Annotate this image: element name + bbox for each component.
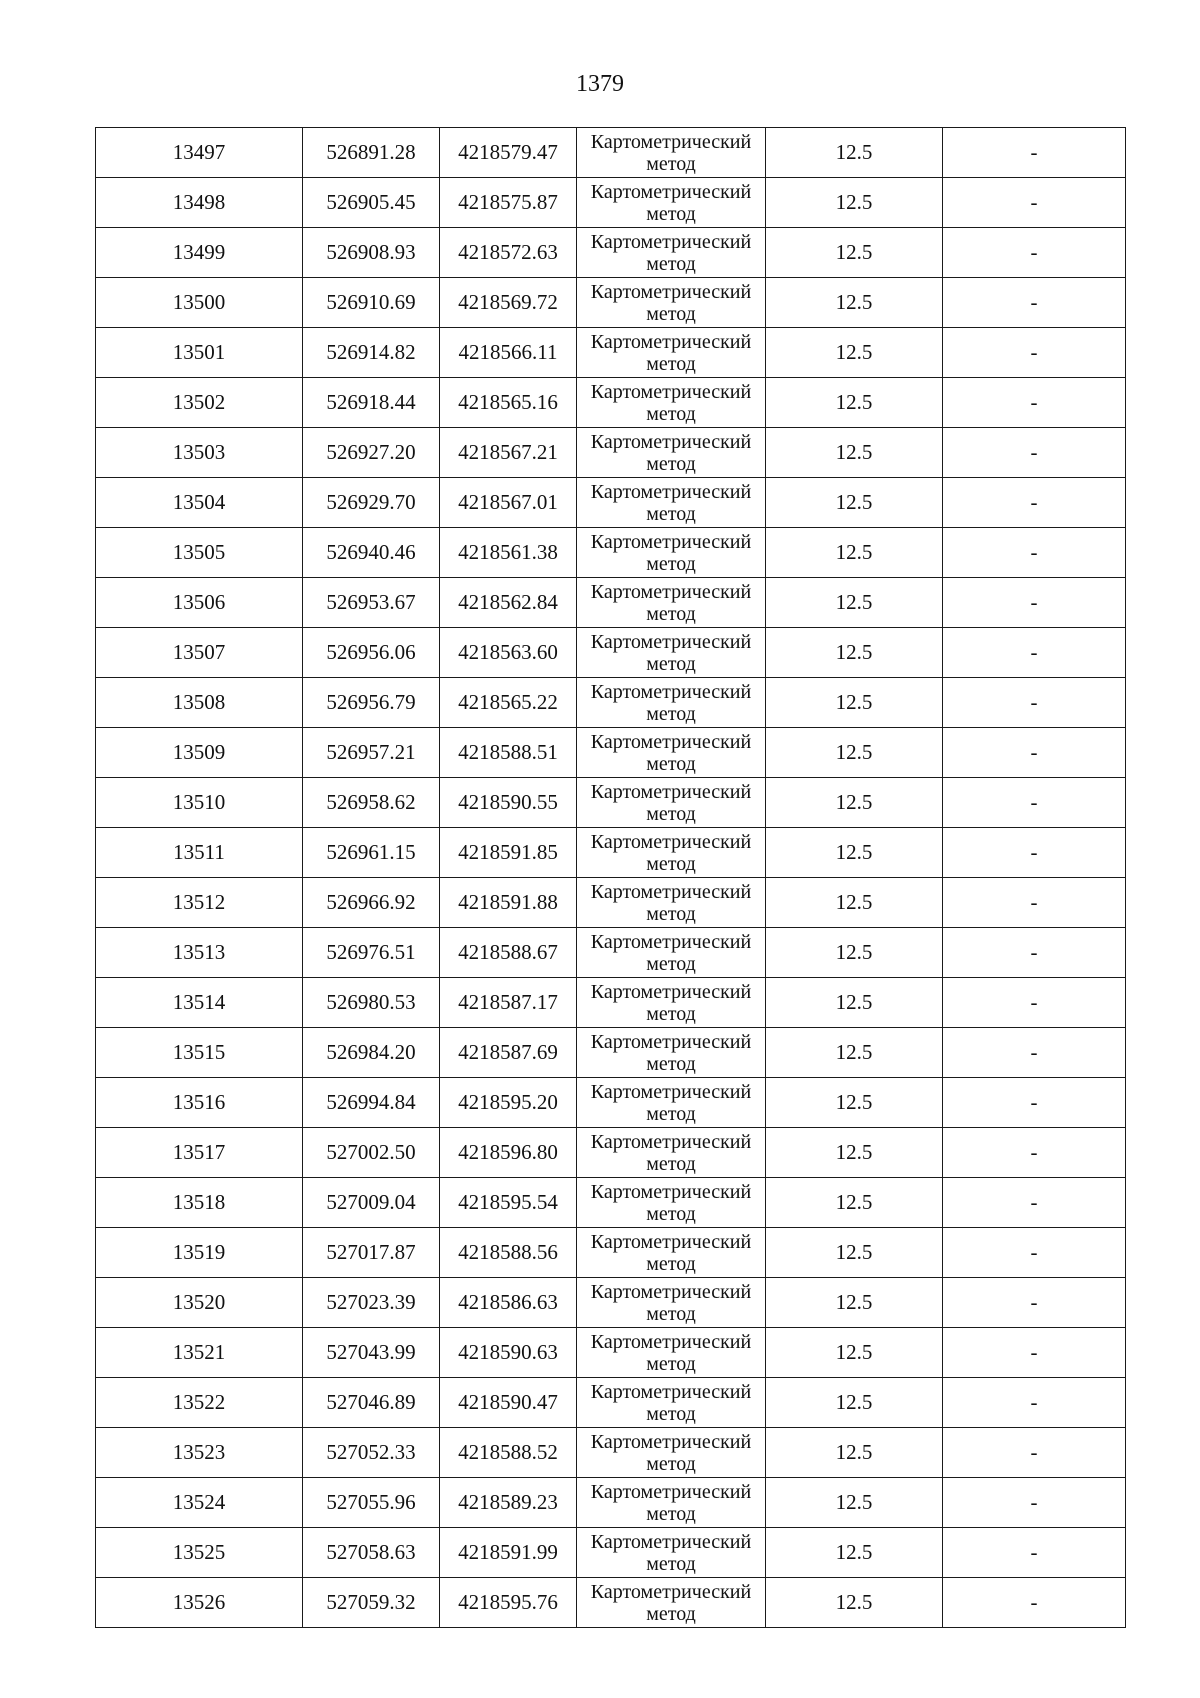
x-coordinate-cell: 526910.69	[303, 278, 440, 328]
note-cell: -	[943, 578, 1126, 628]
method-text-line2: метод	[646, 1452, 696, 1475]
method-cell	[577, 628, 766, 678]
method-text-line1: Картометрический	[590, 1280, 752, 1303]
point-id-cell: 13499	[96, 228, 303, 278]
y-coordinate-cell: 4218587.17	[440, 978, 577, 1028]
method-text-line2: метод	[646, 152, 696, 175]
method-cell	[577, 728, 766, 778]
table-row	[96, 178, 1126, 228]
note-cell: -	[943, 228, 1126, 278]
point-id-cell: 13518	[96, 1178, 303, 1228]
point-id-cell: 13509	[96, 728, 303, 778]
method-text-line1: Картометрический	[590, 1180, 752, 1203]
point-id-cell: 13508	[96, 678, 303, 728]
method-cell	[577, 278, 766, 328]
method-text-line2: метод	[646, 752, 696, 775]
note-cell: -	[943, 178, 1126, 228]
y-coordinate-cell: 4218595.20	[440, 1078, 577, 1128]
table-row	[96, 128, 1126, 178]
table-row	[96, 328, 1126, 378]
note-cell: -	[943, 978, 1126, 1028]
note-cell: -	[943, 1528, 1126, 1578]
method-cell	[577, 428, 766, 478]
x-coordinate-cell: 527043.99	[303, 1328, 440, 1378]
method-cell	[577, 1378, 766, 1428]
x-coordinate-cell: 527059.32	[303, 1578, 440, 1628]
method-text-line1: Картометрический	[590, 1530, 752, 1553]
note-cell: -	[943, 328, 1126, 378]
point-id-cell: 13510	[96, 778, 303, 828]
y-coordinate-cell: 4218561.38	[440, 528, 577, 578]
table-row	[96, 978, 1126, 1028]
method-text-line2: метод	[646, 302, 696, 325]
precision-cell: 12.5	[766, 1278, 943, 1328]
precision-cell: 12.5	[766, 1378, 943, 1428]
precision-cell: 12.5	[766, 778, 943, 828]
method-text-line2: метод	[646, 402, 696, 425]
method-cell	[577, 1428, 766, 1478]
method-text-line2: метод	[646, 1152, 696, 1175]
table-row	[96, 1578, 1126, 1628]
note-cell: -	[943, 1228, 1126, 1278]
table-row	[96, 1478, 1126, 1528]
note-cell: -	[943, 528, 1126, 578]
x-coordinate-cell: 526957.21	[303, 728, 440, 778]
table-row	[96, 728, 1126, 778]
y-coordinate-cell: 4218595.54	[440, 1178, 577, 1228]
precision-cell: 12.5	[766, 178, 943, 228]
method-text-line1: Картометрический	[590, 230, 752, 253]
precision-cell: 12.5	[766, 1078, 943, 1128]
method-text-line2: метод	[646, 502, 696, 525]
method-text-line1: Картометрический	[590, 780, 752, 803]
precision-cell: 12.5	[766, 978, 943, 1028]
point-id-cell: 13512	[96, 878, 303, 928]
x-coordinate-cell: 526918.44	[303, 378, 440, 428]
y-coordinate-cell: 4218588.56	[440, 1228, 577, 1278]
method-text-line1: Картометрический	[590, 430, 752, 453]
point-id-cell: 13511	[96, 828, 303, 878]
y-coordinate-cell: 4218579.47	[440, 128, 577, 178]
note-cell: -	[943, 478, 1126, 528]
y-coordinate-cell: 4218569.72	[440, 278, 577, 328]
method-text-line2: метод	[646, 1102, 696, 1125]
point-id-cell: 13504	[96, 478, 303, 528]
point-id-cell: 13502	[96, 378, 303, 428]
note-cell: -	[943, 1278, 1126, 1328]
point-id-cell: 13524	[96, 1478, 303, 1528]
x-coordinate-cell: 526956.79	[303, 678, 440, 728]
method-cell	[577, 1528, 766, 1578]
y-coordinate-cell: 4218591.85	[440, 828, 577, 878]
point-id-cell: 13506	[96, 578, 303, 628]
method-cell	[577, 1328, 766, 1378]
y-coordinate-cell: 4218586.63	[440, 1278, 577, 1328]
x-coordinate-cell: 527002.50	[303, 1128, 440, 1178]
method-text-line2: метод	[646, 202, 696, 225]
precision-cell: 12.5	[766, 828, 943, 878]
note-cell: -	[943, 728, 1126, 778]
x-coordinate-cell: 526927.20	[303, 428, 440, 478]
precision-cell: 12.5	[766, 1428, 943, 1478]
note-cell: -	[943, 1428, 1126, 1478]
y-coordinate-cell: 4218590.63	[440, 1328, 577, 1378]
note-cell: -	[943, 128, 1126, 178]
method-text-line2: метод	[646, 902, 696, 925]
table-row	[96, 228, 1126, 278]
precision-cell: 12.5	[766, 278, 943, 328]
method-text-line2: метод	[646, 352, 696, 375]
y-coordinate-cell: 4218591.88	[440, 878, 577, 928]
method-cell	[577, 1128, 766, 1178]
method-text-line1: Картометрический	[590, 630, 752, 653]
point-id-cell: 13507	[96, 628, 303, 678]
note-cell: -	[943, 778, 1126, 828]
note-cell: -	[943, 1178, 1126, 1228]
point-id-cell: 13519	[96, 1228, 303, 1278]
table-row	[96, 278, 1126, 328]
x-coordinate-cell: 527023.39	[303, 1278, 440, 1328]
method-text-line1: Картометрический	[590, 330, 752, 353]
table-row	[96, 878, 1126, 928]
method-cell	[577, 1578, 766, 1628]
y-coordinate-cell: 4218566.11	[440, 328, 577, 378]
method-text-line1: Картометрический	[590, 1130, 752, 1153]
y-coordinate-cell: 4218572.63	[440, 228, 577, 278]
precision-cell: 12.5	[766, 528, 943, 578]
x-coordinate-cell: 526940.46	[303, 528, 440, 578]
note-cell: -	[943, 378, 1126, 428]
method-cell	[577, 828, 766, 878]
table-row	[96, 378, 1126, 428]
table-row	[96, 1528, 1126, 1578]
method-cell	[577, 1178, 766, 1228]
x-coordinate-cell: 527046.89	[303, 1378, 440, 1428]
x-coordinate-cell: 526958.62	[303, 778, 440, 828]
point-id-cell: 13522	[96, 1378, 303, 1428]
y-coordinate-cell: 4218591.99	[440, 1528, 577, 1578]
method-text-line1: Картометрический	[590, 1580, 752, 1603]
precision-cell: 12.5	[766, 128, 943, 178]
table-row	[96, 1428, 1126, 1478]
precision-cell: 12.5	[766, 1028, 943, 1078]
point-id-cell: 13500	[96, 278, 303, 328]
x-coordinate-cell: 527055.96	[303, 1478, 440, 1528]
method-text-line2: метод	[646, 1552, 696, 1575]
method-text-line2: метод	[646, 1052, 696, 1075]
note-cell: -	[943, 928, 1126, 978]
method-text-line2: метод	[646, 952, 696, 975]
x-coordinate-cell: 526966.92	[303, 878, 440, 928]
table-row	[96, 678, 1126, 728]
method-cell	[577, 1278, 766, 1328]
precision-cell: 12.5	[766, 378, 943, 428]
y-coordinate-cell: 4218565.22	[440, 678, 577, 728]
table-row	[96, 478, 1126, 528]
method-text-line2: метод	[646, 1302, 696, 1325]
precision-cell: 12.5	[766, 1528, 943, 1578]
precision-cell: 12.5	[766, 728, 943, 778]
method-text-line1: Картометрический	[590, 680, 752, 703]
x-coordinate-cell: 526891.28	[303, 128, 440, 178]
precision-cell: 12.5	[766, 428, 943, 478]
method-cell	[577, 378, 766, 428]
x-coordinate-cell: 527058.63	[303, 1528, 440, 1578]
point-id-cell: 13526	[96, 1578, 303, 1628]
method-text-line1: Картометрический	[590, 930, 752, 953]
method-cell	[577, 1028, 766, 1078]
point-id-cell: 13523	[96, 1428, 303, 1478]
note-cell: -	[943, 1478, 1126, 1528]
x-coordinate-cell: 526984.20	[303, 1028, 440, 1078]
precision-cell: 12.5	[766, 628, 943, 678]
point-id-cell: 13498	[96, 178, 303, 228]
x-coordinate-cell: 526956.06	[303, 628, 440, 678]
method-cell	[577, 928, 766, 978]
table-row	[96, 1228, 1126, 1278]
point-id-cell: 13525	[96, 1528, 303, 1578]
y-coordinate-cell: 4218567.01	[440, 478, 577, 528]
point-id-cell: 13513	[96, 928, 303, 978]
precision-cell: 12.5	[766, 1578, 943, 1628]
method-text-line2: метод	[646, 602, 696, 625]
point-id-cell: 13521	[96, 1328, 303, 1378]
table-row	[96, 1078, 1126, 1128]
method-text-line1: Картометрический	[590, 580, 752, 603]
y-coordinate-cell: 4218590.55	[440, 778, 577, 828]
precision-cell: 12.5	[766, 1128, 943, 1178]
method-text-line1: Картометрический	[590, 530, 752, 553]
x-coordinate-cell: 526908.93	[303, 228, 440, 278]
note-cell: -	[943, 1128, 1126, 1178]
method-text-line1: Картометрический	[590, 180, 752, 203]
method-cell	[577, 478, 766, 528]
method-text-line1: Картометрический	[590, 830, 752, 853]
table-row	[96, 1378, 1126, 1428]
table-row	[96, 428, 1126, 478]
y-coordinate-cell: 4218595.76	[440, 1578, 577, 1628]
method-text-line1: Картометрический	[590, 130, 752, 153]
precision-cell: 12.5	[766, 928, 943, 978]
x-coordinate-cell: 526914.82	[303, 328, 440, 378]
point-id-cell: 13501	[96, 328, 303, 378]
method-text-line1: Картометрический	[590, 1230, 752, 1253]
note-cell: -	[943, 678, 1126, 728]
point-id-cell: 13505	[96, 528, 303, 578]
method-text-line2: метод	[646, 1602, 696, 1625]
method-cell	[577, 328, 766, 378]
x-coordinate-cell: 527017.87	[303, 1228, 440, 1278]
method-text-line1: Картометрический	[590, 480, 752, 503]
note-cell: -	[943, 1078, 1126, 1128]
note-cell: -	[943, 1378, 1126, 1428]
precision-cell: 12.5	[766, 878, 943, 928]
x-coordinate-cell: 526905.45	[303, 178, 440, 228]
method-cell	[577, 528, 766, 578]
method-text-line1: Картометрический	[590, 1080, 752, 1103]
method-text-line1: Картометрический	[590, 1330, 752, 1353]
precision-cell: 12.5	[766, 1328, 943, 1378]
note-cell: -	[943, 878, 1126, 928]
method-text-line1: Картометрический	[590, 1030, 752, 1053]
method-text-line1: Картометрический	[590, 1380, 752, 1403]
method-text-line2: метод	[646, 452, 696, 475]
method-text-line2: метод	[646, 802, 696, 825]
y-coordinate-cell: 4218567.21	[440, 428, 577, 478]
method-text-line2: метод	[646, 552, 696, 575]
note-cell: -	[943, 1028, 1126, 1078]
method-text-line2: метод	[646, 1502, 696, 1525]
method-text-line2: метод	[646, 1202, 696, 1225]
table-row	[96, 828, 1126, 878]
precision-cell: 12.5	[766, 328, 943, 378]
y-coordinate-cell: 4218588.67	[440, 928, 577, 978]
y-coordinate-cell: 4218562.84	[440, 578, 577, 628]
precision-cell: 12.5	[766, 228, 943, 278]
method-cell	[577, 678, 766, 728]
note-cell: -	[943, 828, 1126, 878]
table-row	[96, 528, 1126, 578]
method-text-line1: Картометрический	[590, 380, 752, 403]
method-text-line2: метод	[646, 1002, 696, 1025]
precision-cell: 12.5	[766, 1178, 943, 1228]
point-id-cell: 13514	[96, 978, 303, 1028]
y-coordinate-cell: 4218590.47	[440, 1378, 577, 1428]
x-coordinate-cell: 526980.53	[303, 978, 440, 1028]
table-row	[96, 1028, 1126, 1078]
y-coordinate-cell: 4218588.51	[440, 728, 577, 778]
method-text-line1: Картометрический	[590, 1430, 752, 1453]
point-id-cell: 13520	[96, 1278, 303, 1328]
method-cell	[577, 578, 766, 628]
method-text-line1: Картометрический	[590, 730, 752, 753]
y-coordinate-cell: 4218565.16	[440, 378, 577, 428]
method-text-line2: метод	[646, 1352, 696, 1375]
method-text-line2: метод	[646, 652, 696, 675]
table-row	[96, 1278, 1126, 1328]
x-coordinate-cell: 526961.15	[303, 828, 440, 878]
method-text-line2: метод	[646, 852, 696, 875]
method-cell	[577, 978, 766, 1028]
precision-cell: 12.5	[766, 1228, 943, 1278]
note-cell: -	[943, 1328, 1126, 1378]
precision-cell: 12.5	[766, 678, 943, 728]
point-id-cell: 13503	[96, 428, 303, 478]
method-cell	[577, 128, 766, 178]
x-coordinate-cell: 526976.51	[303, 928, 440, 978]
y-coordinate-cell: 4218589.23	[440, 1478, 577, 1528]
x-coordinate-cell: 526994.84	[303, 1078, 440, 1128]
method-text-line2: метод	[646, 702, 696, 725]
note-cell: -	[943, 1578, 1126, 1628]
table-row	[96, 1328, 1126, 1378]
method-cell	[577, 1078, 766, 1128]
point-id-cell: 13515	[96, 1028, 303, 1078]
method-cell	[577, 878, 766, 928]
note-cell: -	[943, 428, 1126, 478]
table-row	[96, 1178, 1126, 1228]
method-text-line1: Картометрический	[590, 1480, 752, 1503]
note-cell: -	[943, 278, 1126, 328]
table-row	[96, 1128, 1126, 1178]
method-text-line2: метод	[646, 1252, 696, 1275]
x-coordinate-cell: 526953.67	[303, 578, 440, 628]
method-text-line1: Картометрический	[590, 280, 752, 303]
precision-cell: 12.5	[766, 578, 943, 628]
method-text-line1: Картометрический	[590, 980, 752, 1003]
y-coordinate-cell: 4218587.69	[440, 1028, 577, 1078]
method-text-line1: Картометрический	[590, 880, 752, 903]
y-coordinate-cell: 4218596.80	[440, 1128, 577, 1178]
precision-cell: 12.5	[766, 1478, 943, 1528]
page-number: 1379	[576, 71, 624, 97]
x-coordinate-cell: 527052.33	[303, 1428, 440, 1478]
method-text-line2: метод	[646, 252, 696, 275]
point-id-cell: 13497	[96, 128, 303, 178]
point-id-cell: 13516	[96, 1078, 303, 1128]
method-cell	[577, 1228, 766, 1278]
x-coordinate-cell: 526929.70	[303, 478, 440, 528]
table-row	[96, 928, 1126, 978]
table-row	[96, 778, 1126, 828]
table-row	[96, 578, 1126, 628]
method-cell	[577, 228, 766, 278]
y-coordinate-cell: 4218563.60	[440, 628, 577, 678]
method-cell	[577, 1478, 766, 1528]
precision-cell: 12.5	[766, 478, 943, 528]
coordinates-table	[95, 127, 1126, 1628]
method-cell	[577, 778, 766, 828]
y-coordinate-cell: 4218588.52	[440, 1428, 577, 1478]
note-cell: -	[943, 628, 1126, 678]
y-coordinate-cell: 4218575.87	[440, 178, 577, 228]
table-row	[96, 628, 1126, 678]
coordinates-table-body	[96, 128, 1126, 1628]
method-cell	[577, 178, 766, 228]
x-coordinate-cell: 527009.04	[303, 1178, 440, 1228]
method-text-line2: метод	[646, 1402, 696, 1425]
point-id-cell: 13517	[96, 1128, 303, 1178]
